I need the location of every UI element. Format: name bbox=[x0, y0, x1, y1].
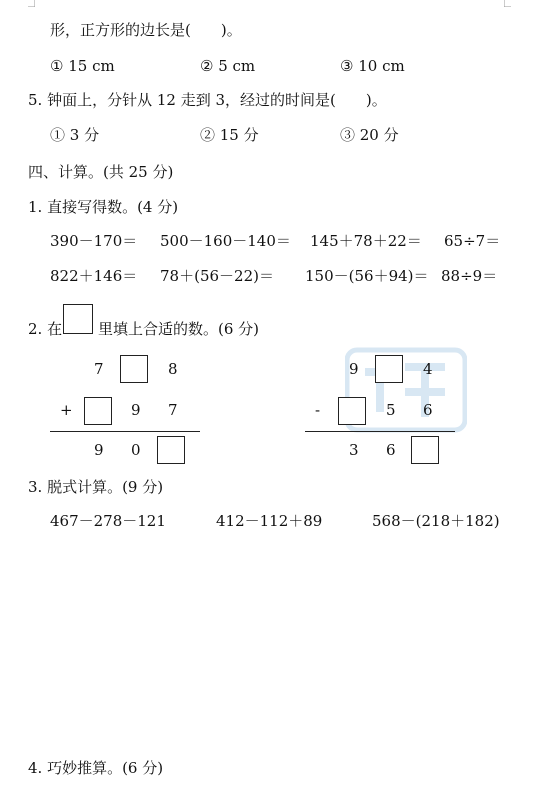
calc1-r1-c3: 145＋78＋22＝ bbox=[310, 232, 422, 250]
right-r3-blank[interactable] bbox=[411, 436, 439, 464]
calc1-title: 1. 直接写得数。(4 分) bbox=[28, 198, 179, 216]
calc1-r2-c1: 822＋146＝ bbox=[50, 267, 138, 285]
option-1: ① 15 cm bbox=[50, 57, 115, 75]
option-3: ③ 10 cm bbox=[340, 57, 405, 75]
right-r1-digit-2: 4 bbox=[423, 360, 433, 378]
calc3-item-2: 412－112＋89 bbox=[216, 512, 323, 530]
calc1-r2-c4: 88÷9＝ bbox=[441, 267, 498, 285]
left-r2-blank[interactable] bbox=[84, 397, 112, 425]
crop-mark-top-left bbox=[28, 0, 35, 7]
calc2-title-end: 里填上合适的数。(6 分) bbox=[98, 320, 260, 338]
calc1-r1-c2: 500－160－140＝ bbox=[160, 232, 291, 250]
question-stem-continuation: 形，正方形的边长是( )。 bbox=[50, 21, 242, 39]
calc4-title: 4. 巧妙推算。(6 分) bbox=[28, 759, 164, 777]
calc3-item-1: 467－278－121 bbox=[50, 512, 166, 530]
right-r1-digit-1: 9 bbox=[349, 360, 359, 378]
crop-mark-top-right bbox=[504, 0, 511, 7]
question-5-stem: 5. 钟面上，分针从 12 走到 3，经过的时间是( )。 bbox=[28, 91, 387, 109]
left-r2-digit-1: 9 bbox=[131, 401, 141, 419]
calc1-r2-c3: 150－(56＋94)＝ bbox=[305, 267, 429, 285]
option-2: ② 5 cm bbox=[200, 57, 256, 75]
left-r3-digit-2: 0 bbox=[131, 441, 141, 459]
left-r1-digit-2: 8 bbox=[168, 360, 178, 378]
calc1-r1-c1: 390－170＝ bbox=[50, 232, 138, 250]
right-diff-line bbox=[305, 431, 455, 432]
right-operator: - bbox=[315, 401, 321, 419]
left-r3-digit-1: 9 bbox=[94, 441, 104, 459]
right-r2-blank[interactable] bbox=[338, 397, 366, 425]
left-operator: + bbox=[60, 401, 73, 419]
left-r2-digit-2: 7 bbox=[168, 401, 178, 419]
right-r2-digit-2: 6 bbox=[423, 401, 433, 419]
right-r3-digit-1: 3 bbox=[349, 441, 359, 459]
q5-option-2: ② 15 分 bbox=[200, 126, 259, 144]
calc2-title-start: 2. 在 bbox=[28, 320, 63, 338]
right-r1-blank[interactable] bbox=[375, 355, 403, 383]
calc3-item-3: 568－(218＋182) bbox=[372, 512, 500, 530]
left-r1-digit-1: 7 bbox=[94, 360, 104, 378]
calc1-r1-c4: 65÷7＝ bbox=[444, 232, 501, 250]
section-heading: 四、计算。(共 25 分) bbox=[28, 163, 174, 181]
q5-option-3: ③ 20 分 bbox=[340, 126, 399, 144]
title-blank-box bbox=[63, 304, 93, 334]
calc1-r2-c2: 78＋(56－22)＝ bbox=[160, 267, 274, 285]
q5-option-1: ① 3 分 bbox=[50, 126, 100, 144]
calc3-title: 3. 脱式计算。(9 分) bbox=[28, 478, 164, 496]
left-sum-line bbox=[50, 431, 200, 432]
left-r1-blank[interactable] bbox=[120, 355, 148, 383]
right-r3-digit-2: 6 bbox=[386, 441, 396, 459]
left-r3-blank[interactable] bbox=[157, 436, 185, 464]
right-r2-digit-1: 5 bbox=[386, 401, 396, 419]
